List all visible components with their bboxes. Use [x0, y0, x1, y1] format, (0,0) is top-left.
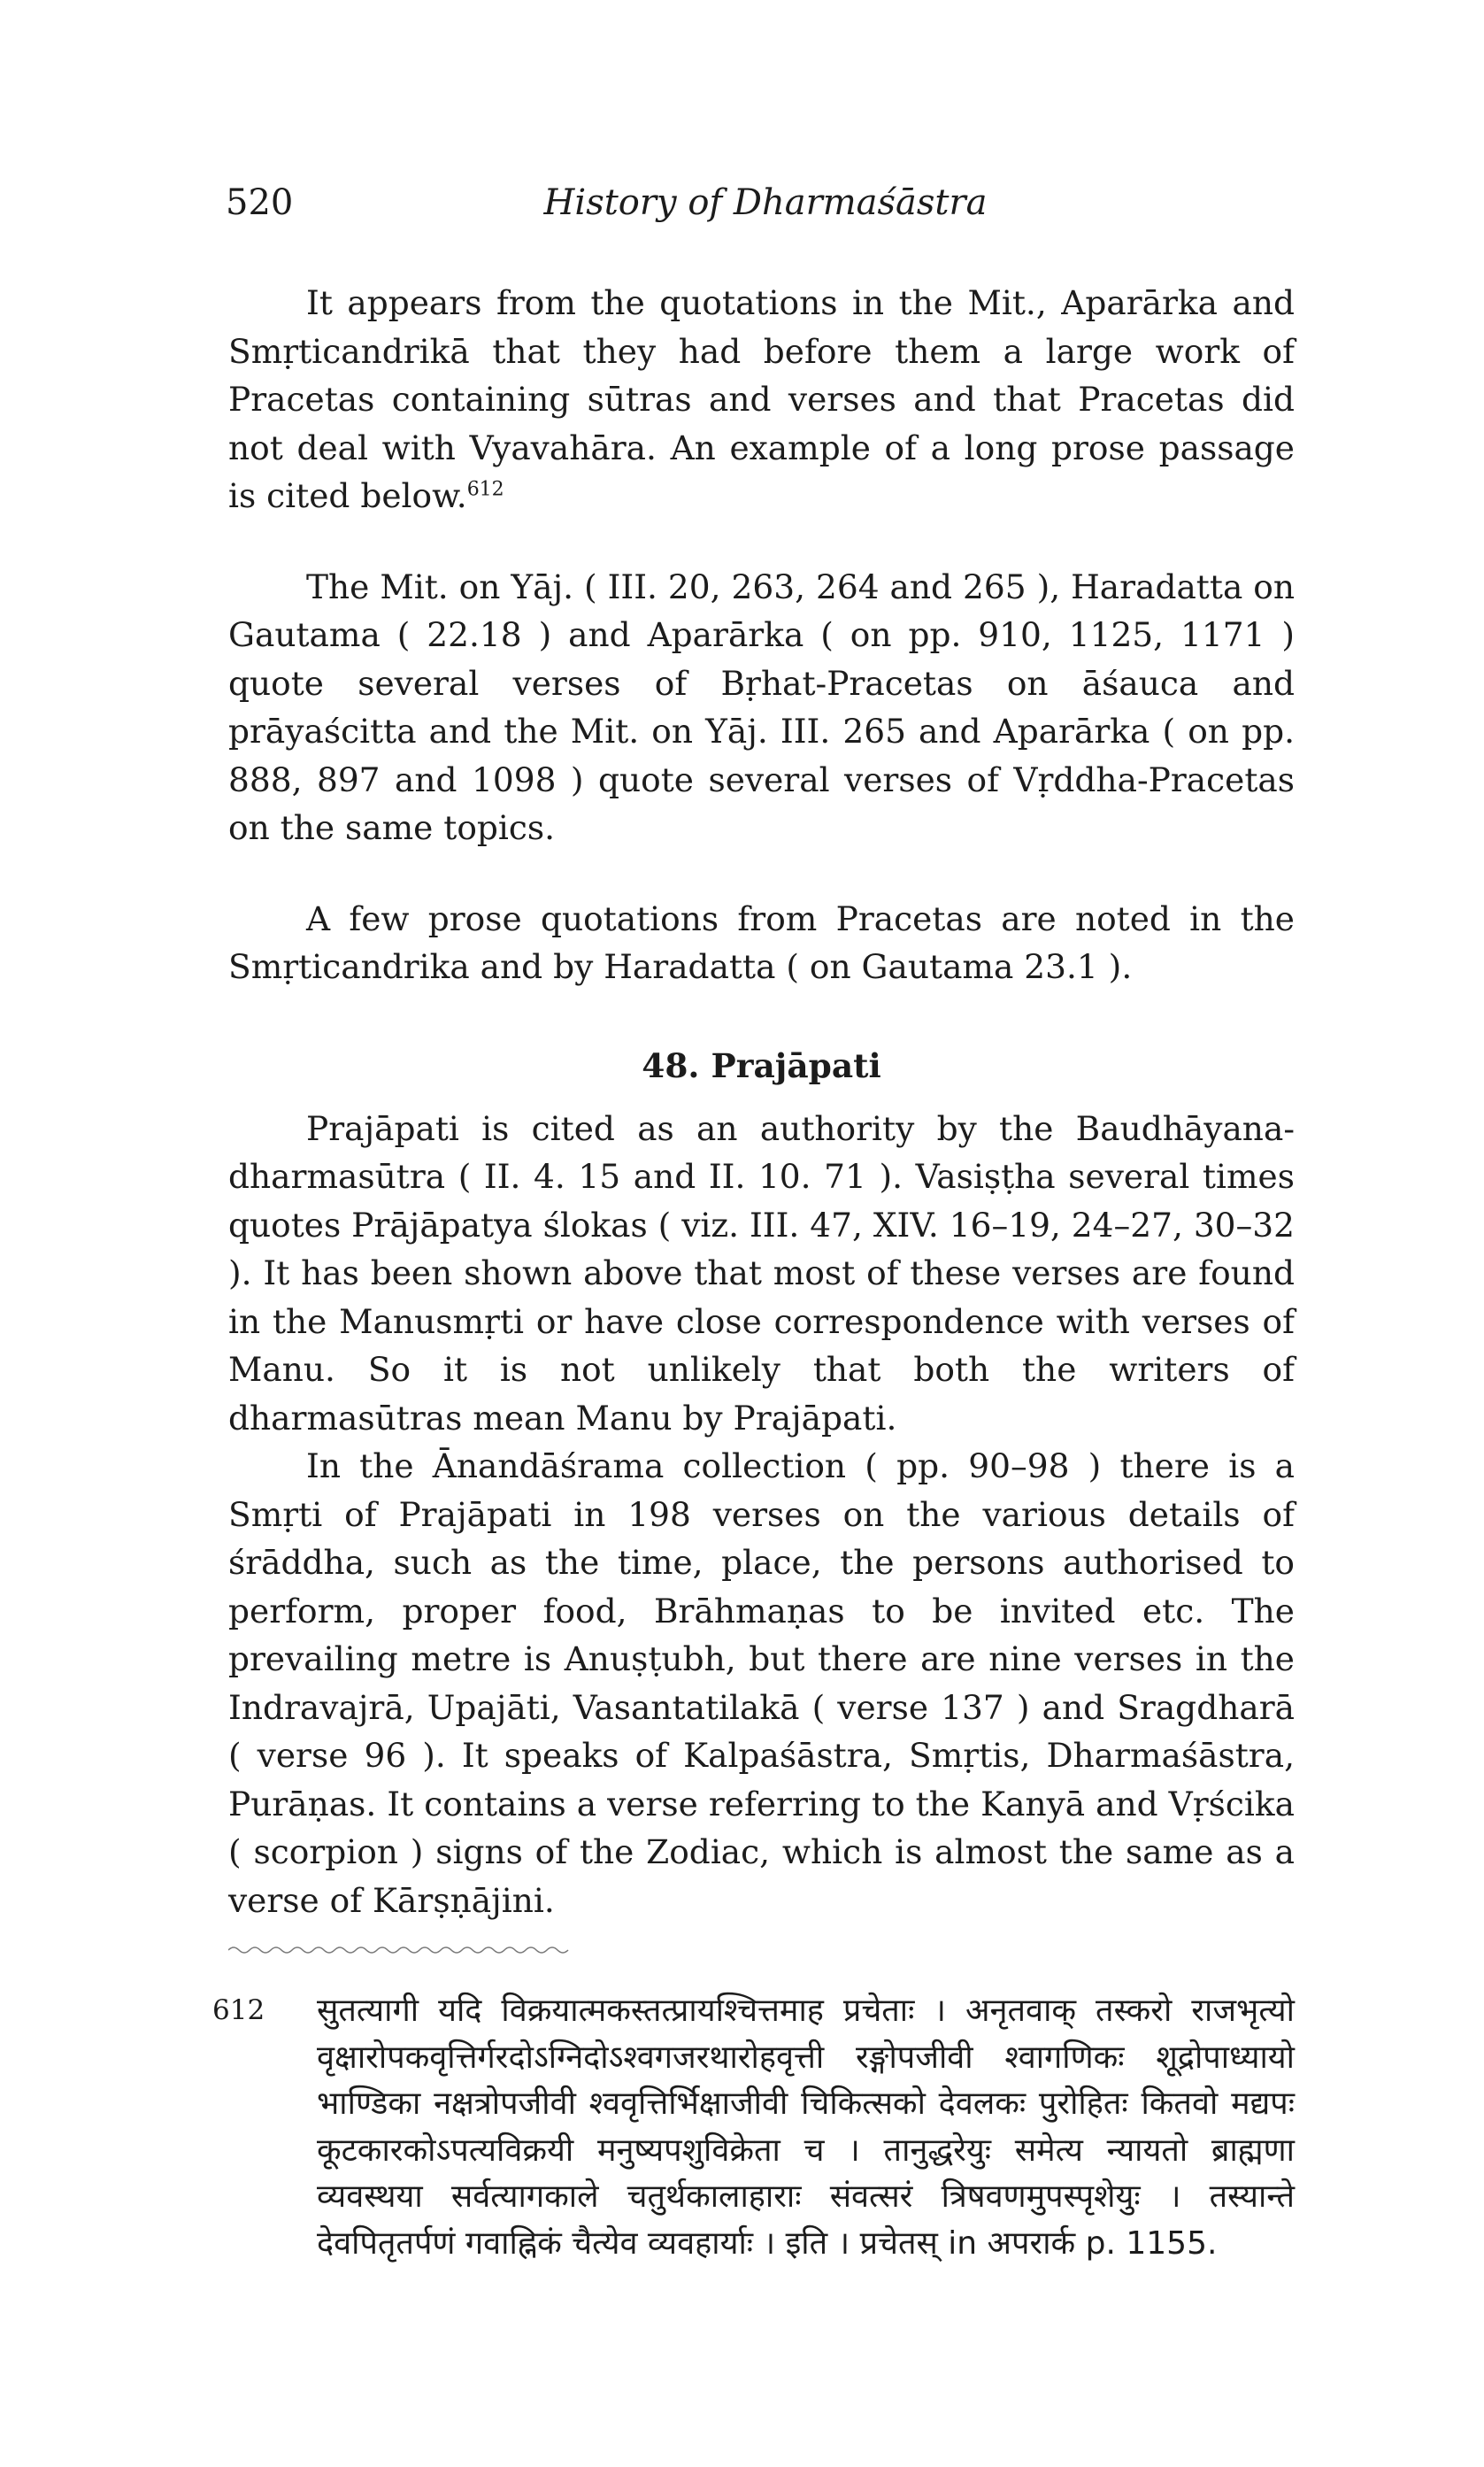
footnote [212, 1988, 1295, 2267]
page-header [226, 182, 1305, 244]
paragraph-2: The Mit. on Yāj. ( III. 20, 263, 264 and 265 ), Haradatta on Gautama ( 22.18 ) and Aparārka ( on pp. 910, 1125, 1171 ) quote several verses of Bṛhat-Pracetas on āśauca and prāyaścitta and the Mit. on Yāj. III. 265 and Aparārka ( on pp. 888, 897 and 1098 ) quote several verses of Vṛddha-Pracetas on the same topics. [228, 567, 1295, 847]
main-text [212, 279, 1295, 2267]
footnote-reference: 612 [466, 478, 504, 501]
footnote-number: 612 [212, 1994, 265, 2026]
section-heading: 48. Prajāpati [642, 1045, 881, 1085]
paragraph-1: It appears from the quotations in the Mit., Aparārka and Smṛticandrikā that they had before them a large work of Pracetas containing sūtras and verses and that Pracetas did not deal with Vyavahāra. An example of a long prose passage is cited below.$^{612}$ [228, 283, 1295, 515]
paragraph-3: A few prose quotations from Pracetas are noted in the Smṛticandrika and by Haradatta ( on Gautama 23.1 ). [228, 898, 1295, 986]
running-title: History of Dharmaśāstra [543, 182, 988, 223]
footnote-separator [228, 1944, 573, 1956]
section-paragraph-2: In the Ānandāśrama collection ( pp. 90–98 ) there is a Smṛti of Prajāpati in 198 verses on the various details of śrāddha, such as the time, place, the persons authorised to perform, proper food, Brāhmaṇas to be invited etc. The prevailing metre is Anuṣṭubh, but there are nine verses in the Indravajrā, Upajāti, Vasantatilakā ( verse 137 ) and Sragdharā ( verse 96 ). It speaks of Kalpaśāstra, Smṛtis, Dharmaśāstra, Purāṇas. It contains a verse referring to the Kanyā and Vṛścika ( scorpion ) signs of the Zodiac, which is almost the same as a verse of Kārṣṇājini. [228, 1446, 1295, 1920]
section-paragraph-1: Prajāpati is cited as an authority by the Baudhāyana-dharmasūtra ( II. 4. 15 and II. 10. 71 ). Vasiṣṭha several times quotes Prājāpatya ślokas ( viz. III. 47, XIV. 16–19, 24–27, 30–32 ). It has been shown above that most of these verses are found in the Manusmṛti or have close correspondence with verses of Manu. So it is not unlikely that both the writers of dharmasūtras mean Manu by Prajāpati. [228, 1108, 1295, 1438]
page-number: 520 [226, 182, 294, 223]
footnote-text: सुतत्यागी यदि विक्रयात्मकस्तत्प्रायश्चित्तमाह प्रचेताः । अनृतवाक् तस्करो राजभृत्यो वृक्षारोपकवृत्तिर्गरदोऽग्निदोऽश्वगजरथारोहवृत्ती रङ्गोपजीवी श्वागणिकः शूद्रोपाध्यायो भाण्डिका नक्षत्रोपजीवी श्ववृत्तिर्भिक्षाजीवी चिकित्सको देवलकः पुरोहितः कितवो मद्यपः कूटकारकोऽपत्यविक्रयी मनुष्यपशुविक्रेता च । तानुद्धरेयुः समेत्य न्यायतो ब्राह्मणा व्यवस्थया सर्वत्यागकाले चतुर्थकालाहाराः संवत्सरं त्रिषवणमुपस्पृशेयुः । तस्यान्ते देवपितृतर्पणं गवाह्निकं चैत्येव व्यवहार्याः । इति । प्रचेतस् in अपरार्क p. 1155. [317, 1993, 1295, 2262]
